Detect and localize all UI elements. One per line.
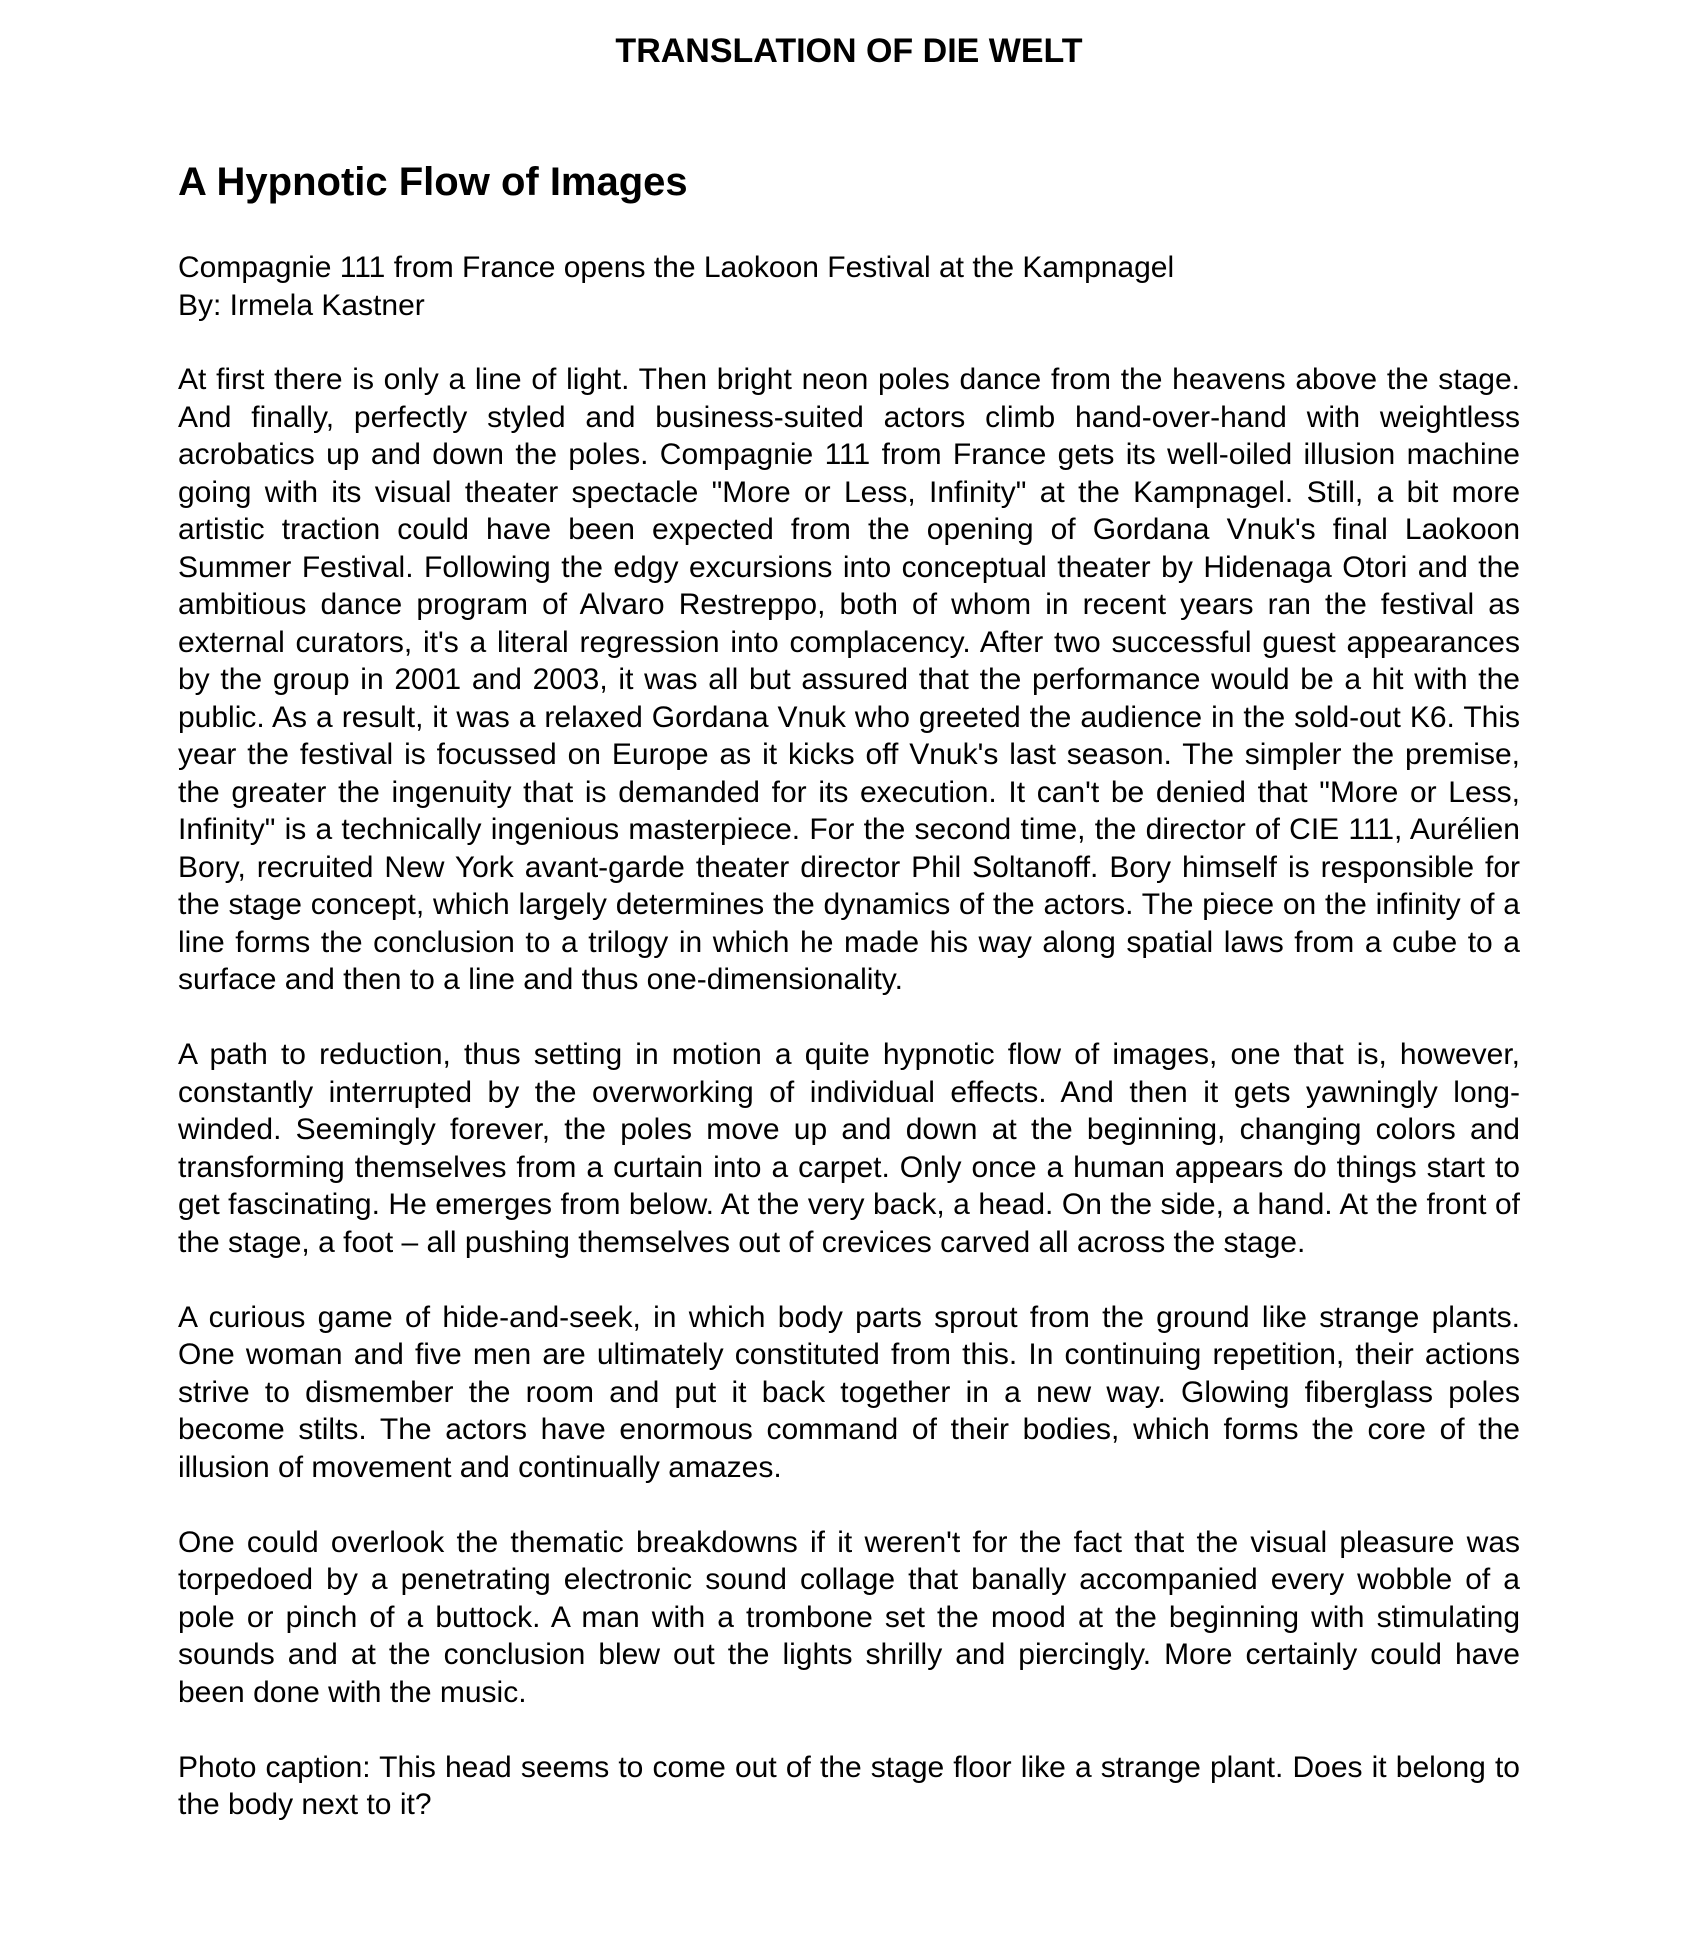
article-paragraph: One could overlook the thematic breakdowns if it weren't for the fact that the visual pleasure was torpedoed by a penetrating electronic sound collage that banally accompanied every wobble of a pole or pinch of a buttock. A man with a trombone set the mood at the beginning with stimulating sounds and at the conclusion blew out the lights shrilly and piercingly. More certainly could have been done with the music.	[178, 1525, 1520, 1709]
article-subheadline: Compagnie 111 from France opens the Laokoon Festival at the Kampnagel	[178, 251, 1175, 284]
article-byline: By: Irmela Kastner	[178, 288, 425, 322]
article-subheading	[178, 249, 1520, 324]
article-paragraph: At first there is only a line of light. Then bright neon poles dance from the heavens above the stage. And finally, perfectly styled and business-suited actors climb hand-over-hand with weightless acrobatics up and down the poles. Compagnie 111 from France gets its well-oiled illusion machine going with its visual theater spectacle "More or Less, Infinity" at the Kampnagel. Still, a bit more artistic traction could have been expected from the opening of Gordana Vnuk's final Laokoon Summer Festival. Following the edgy excursions into conceptual theater by Hidenaga Otori and the ambitious dance program of Alvaro Restreppo, both of whom in recent years ran the festival as external curators, it's a literal regression into complacency. After two successful guest appearances by the group in 2001 and 2003, it was all but assured that the performance would be a hit with the public. As a result, it was a relaxed Gordana Vnuk who greeted the audience in the sold-out K6. This year the festival is focussed on Europe as it kicks off Vnuk's last season. The simpler the premise, the greater the ingenuity that is demanded for its execution. It can't be denied that "More or Less, Infinity" is a technically ingenious masterpiece. For the second time, the director of CIE 111, Aurélien Bory, recruited New York avant-garde theater director Phil Soltanoff. Bory himself is responsible for the stage concept, which largely determines the dynamics of the actors. The piece on the infinity of a line forms the conclusion to a trilogy in which he made his way along spatial laws from a cube to a surface and then to a line and thus one-dimensionality.	[178, 363, 1520, 996]
article-headline: A Hypnotic Flow of Images	[178, 160, 688, 204]
article-paragraph: A path to reduction, thus setting in motion a quite hypnotic flow of images, one that is, however, constantly interrupted by the overworking of individual effects. And then it gets yawningly long-winded. Seemingly forever, the poles move up and down at the beginning, changing colors and transforming themselves from a curtain into a carpet. Only once a human appears do things start to get fascinating. He emerges from below. At the very back, a head. On the side, a hand. At the front of the stage, a foot – all pushing themselves out of crevices carved all across the stage.	[178, 1038, 1520, 1259]
photo-caption: Photo caption: This head seems to come out of the stage floor like a strange plant. Does it belong to the body next to it?	[178, 1750, 1520, 1821]
document-header: TRANSLATION OF DIE WELT	[615, 32, 1083, 70]
article-paragraph: A curious game of hide-and-seek, in which body parts sprout from the ground like strange plants. One woman and five men are ultimately constituted from this. In continuing repetition, their actions strive to dismember the room and put it back together in a new way. Glowing fiberglass poles become stilts. The actors have enormous command of their bodies, which forms the core of the illusion of movement and continually amazes.	[178, 1300, 1520, 1484]
article-body	[178, 361, 1520, 1861]
